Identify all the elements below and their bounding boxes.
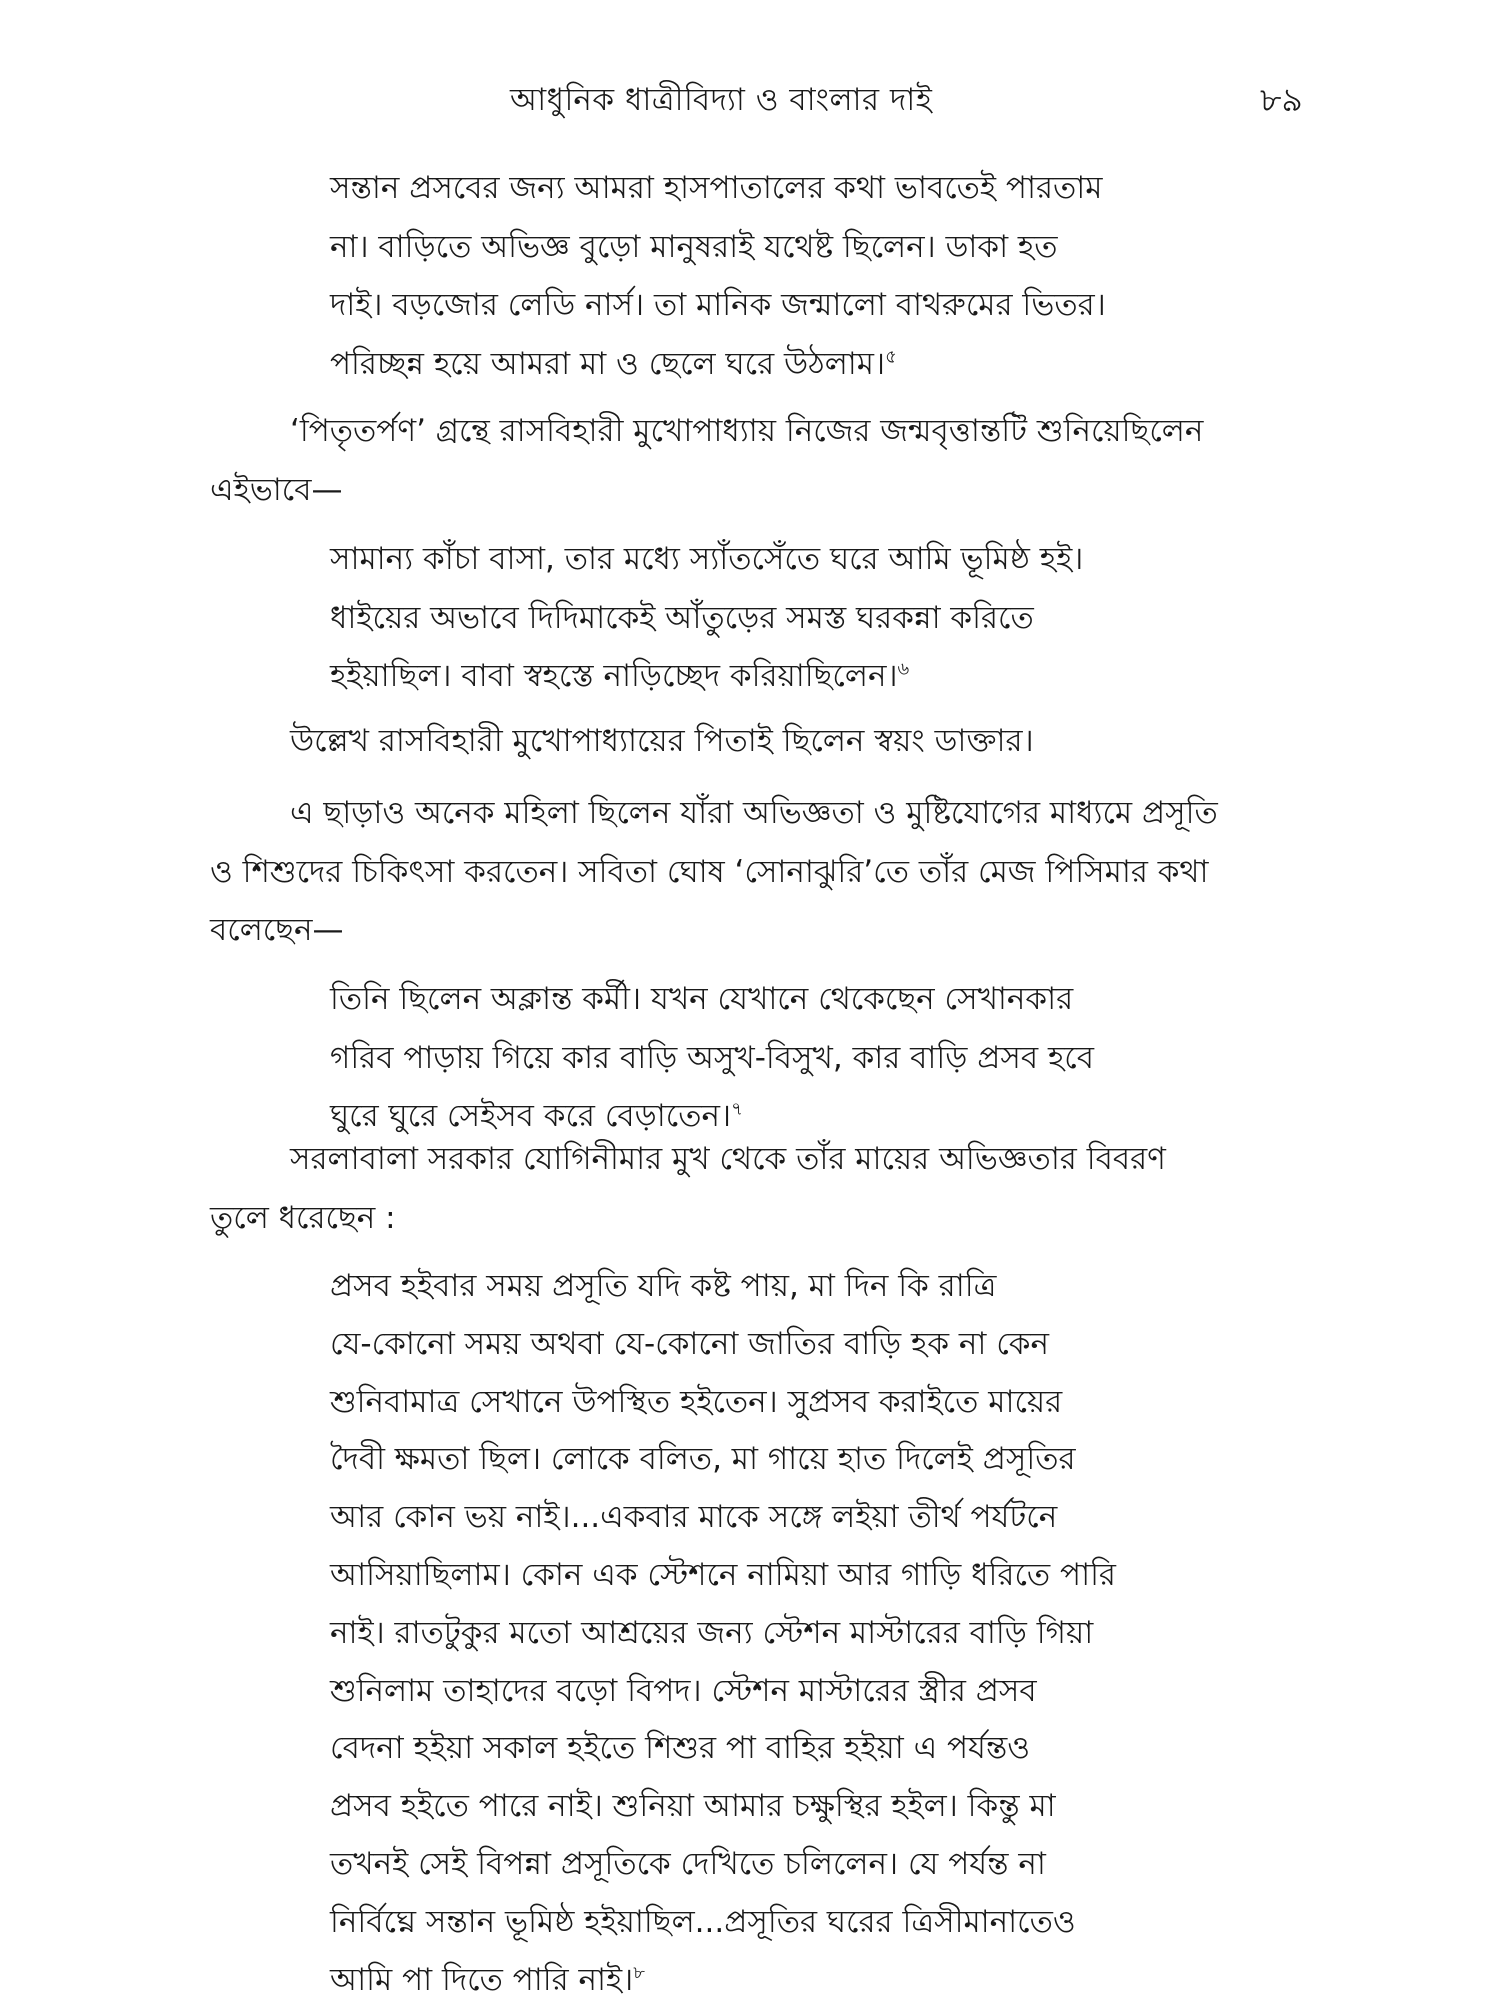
text-line: বেদনা হইয়া সকাল হইতে শিশুর পা বাহির হইয়া এ পর্যন্তও <box>330 1730 1031 1767</box>
text-line: নাই। রাতটুকুর মতো আশ্রয়ের জন্য স্টেশন মাস্টারের বাড়ি গিয়া <box>330 1614 1094 1651</box>
footnote-marker: ৬ <box>897 658 910 680</box>
text-line: প্রসব হইবার সময় প্রসূতি যদি কষ্ট পায়, মা দিন কি রাত্রি <box>330 1268 997 1304</box>
text-line: সরলাবালা সরকার যোগিনীমার মুখ থেকে তাঁর মায়ের অভিজ্ঞতার বিবরণ <box>290 1141 1166 1177</box>
footnote-marker: ৮ <box>633 1962 645 1984</box>
running-header <box>0 78 1500 122</box>
text-line: দাই। বড়জোর লেডি নার্স। তা মানিক জন্মালো বাথরুমের ভিতর। <box>330 287 1106 323</box>
text-line: ধাইয়ের অভাবে দিদিমাকেই আঁতুড়ের সমস্ত ঘরকন্না করিতে <box>330 599 1034 636</box>
quote-block-4 <box>330 1258 1190 2009</box>
running-title: আধুনিক ধাত্রীবিদ্যা ও বাংলার দাই <box>510 82 933 118</box>
text-line: সামান্য কাঁচা বাসা, তার মধ্যে স্যাঁতসেঁতে ঘরে আমি ভূমিষ্ঠ হই। <box>330 541 1084 577</box>
text-line: নির্বিঘ্নে সন্তান ভূমিষ্ঠ হইয়াছিল...প্রসূতির ঘরের ত্রিসীমানাতেও <box>330 1903 1076 1940</box>
text-line: ‘পিতৃতর্পণ’ গ্রন্থে রাসবিহারী মুখোপাধ্যায় নিজের জন্মবৃত্তান্তটি শুনিয়েছিলেন <box>290 413 1204 449</box>
text-line: তুলে ধরেছেন : <box>210 1199 396 1236</box>
text-line: না। বাড়িতে অভিজ্ঞ বুড়ো মানুষরাই যথেষ্ট ছিলেন। ডাকা হত <box>330 228 1058 265</box>
text-line: দৈবী ক্ষমতা ছিল। লোকে বলিত, মা গায়ে হাত দিলেই প্রসূতির <box>330 1441 1076 1478</box>
text-line: বলেছেন— <box>210 912 344 948</box>
text-line: আসিয়াছিলাম। কোন এক স্টেশনে নামিয়া আর গাড়ি ধরিতে পারি <box>330 1556 1116 1593</box>
quote-block-3 <box>330 970 1190 1146</box>
text-line: সন্তান প্রসবের জন্য আমরা হাসপাতালের কথা ভাবতেই পারতাম <box>330 170 1103 206</box>
text-line: তখনই সেই বিপন্না প্রসূতিকে দেখিতে চলিলেন। যে পর্যন্ত না <box>330 1845 1046 1882</box>
paragraph-2 <box>210 712 1310 771</box>
text-line: আমি পা দিতে পারি নাই।$^৮$ <box>330 1961 645 1998</box>
text-line: উল্লেখ রাসবিহারী মুখোপাধ্যায়ের পিতাই ছিলেন স্বয়ং ডাক্তার। <box>290 723 1034 759</box>
paragraph-1 <box>210 402 1310 519</box>
text-line: এইভাবে— <box>210 471 343 508</box>
text-line: হইয়াছিল। বাবা স্বহস্তে নাড়িচ্ছেদ করিয়াছিলেন।$^৬$ <box>330 658 910 694</box>
page-number: ৮৯ <box>1260 80 1303 119</box>
text-line: গরিব পাড়ায় গিয়ে কার বাড়ি অসুখ-বিসুখ, কার বাড়ি প্রসব হবে <box>330 1039 1094 1076</box>
text-line: তিনি ছিলেন অক্লান্ত কর্মী। যখন যেখানে থেকেছেন সেখানকার <box>330 981 1074 1017</box>
text-line: ঘুরে ঘুরে সেইসব করে বেড়াতেন।$^৭$ <box>330 1098 743 1134</box>
footnote-marker: ৫ <box>885 346 897 368</box>
text-line: এ ছাড়াও অনেক মহিলা ছিলেন যাঁরা অভিজ্ঞতা ও মুষ্টিযোগের মাধ্যমে প্রসূতি <box>290 795 1218 831</box>
quote-block-2 <box>330 530 1190 706</box>
footnote-marker: ৭ <box>731 1098 743 1120</box>
paragraph-3 <box>210 784 1310 960</box>
paragraph-4 <box>210 1130 1310 1247</box>
text-line: ও শিশুদের চিকিৎসা করতেন। সবিতা ঘোষ ‘সোনাঝুরি’তে তাঁর মেজ পিসিমার কথা <box>210 853 1209 890</box>
text-line: শুনিবামাত্র সেখানে উপস্থিত হইতেন। সুপ্রসব করাইতে মায়ের <box>330 1383 1063 1420</box>
quote-block-1 <box>330 159 1190 393</box>
text-line: আর কোন ভয় নাই।...একবার মাকে সঙ্গে লইয়া তীর্থ পর্যটনে <box>330 1499 1058 1536</box>
text-line: শুনিলাম তাহাদের বড়ো বিপদ। স্টেশন মাস্টারের স্ত্রীর প্রসব <box>330 1672 1037 1709</box>
text-line: যে-কোনো সময় অথবা যে-কোনো জাতির বাড়ি হক না কেন <box>330 1325 1049 1362</box>
text-line: প্রসব হইতে পারে নাই। শুনিয়া আমার চক্ষুস্থির হইল। কিন্তু মা <box>330 1788 1056 1825</box>
text-line: পরিচ্ছন্ন হয়ে আমরা মা ও ছেলে ঘরে উঠলাম।$^৫$ <box>330 345 897 382</box>
